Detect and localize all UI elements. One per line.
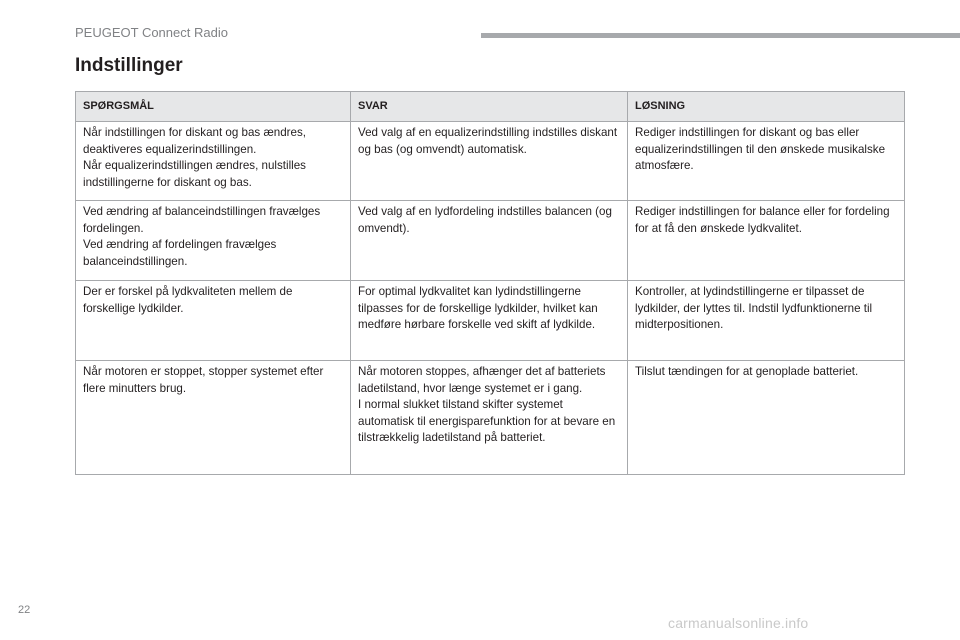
table-row bbox=[76, 122, 905, 201]
solution-cell: Rediger indstillingen for diskant og bas eller equalizerindstillingen til den ønskede musikalske atmosfære. bbox=[628, 122, 905, 201]
column-header-answer: SVAR bbox=[351, 92, 628, 122]
page-number: 22 bbox=[18, 604, 31, 616]
table-row bbox=[76, 361, 905, 475]
solution-cell: Tilslut tændingen for at genoplade batteriet. bbox=[628, 361, 905, 475]
table-header-row bbox=[76, 92, 905, 122]
column-header-question: SPØRGSMÅL bbox=[76, 92, 351, 122]
faq-table bbox=[75, 91, 905, 475]
question-cell: Der er forskel på lydkvaliteten mellem de forskellige lydkilder. bbox=[76, 281, 351, 361]
column-header-solution: LØSNING bbox=[628, 92, 905, 122]
question-cell: Ved ændring af balanceindstillingen fravælges fordelingen. Ved ændring af fordelingen fravælges balanceindstillingen. bbox=[76, 201, 351, 281]
answer-cell: Når motoren stoppes, afhænger det af batteriets ladetilstand, hvor længe systemet er i gang. I normal slukket tilstand skifter systemet automatisk til energisparefunktion for at bevare en tilstrækkelig ladetilstand på batteriet. bbox=[351, 361, 628, 475]
watermark: carmanualsonline.info bbox=[668, 615, 809, 631]
header-bar bbox=[481, 33, 960, 38]
table-row bbox=[76, 201, 905, 281]
page-heading: Indstillinger bbox=[75, 55, 183, 76]
solution-cell: Rediger indstillingen for balance eller for fordeling for at få den ønskede lydkvalitet. bbox=[628, 201, 905, 281]
answer-cell: Ved valg af en equalizerindstilling indstilles diskant og bas (og omvendt) automatisk. bbox=[351, 122, 628, 201]
question-cell: Når indstillingen for diskant og bas ændres, deaktiveres equalizerindstillingen. Når equalizerindstillingen ændres, nulstilles indstillingerne for diskant og bas. bbox=[76, 122, 351, 201]
answer-cell: Ved valg af en lydfordeling indstilles balancen (og omvendt). bbox=[351, 201, 628, 281]
solution-cell: Kontroller, at lydindstillingerne er tilpasset de lydkilder, der lyttes til. Indstil lydfunktionerne til midterpositionen. bbox=[628, 281, 905, 361]
answer-cell: For optimal lydkvalitet kan lydindstillingerne tilpasses for de forskellige lydkilder, hvilket kan medføre hørbare forskelle ved skift af lydkilde. bbox=[351, 281, 628, 361]
header-title: PEUGEOT Connect Radio bbox=[75, 25, 228, 40]
question-cell: Når motoren er stoppet, stopper systemet efter flere minutters brug. bbox=[76, 361, 351, 475]
table-row bbox=[76, 281, 905, 361]
